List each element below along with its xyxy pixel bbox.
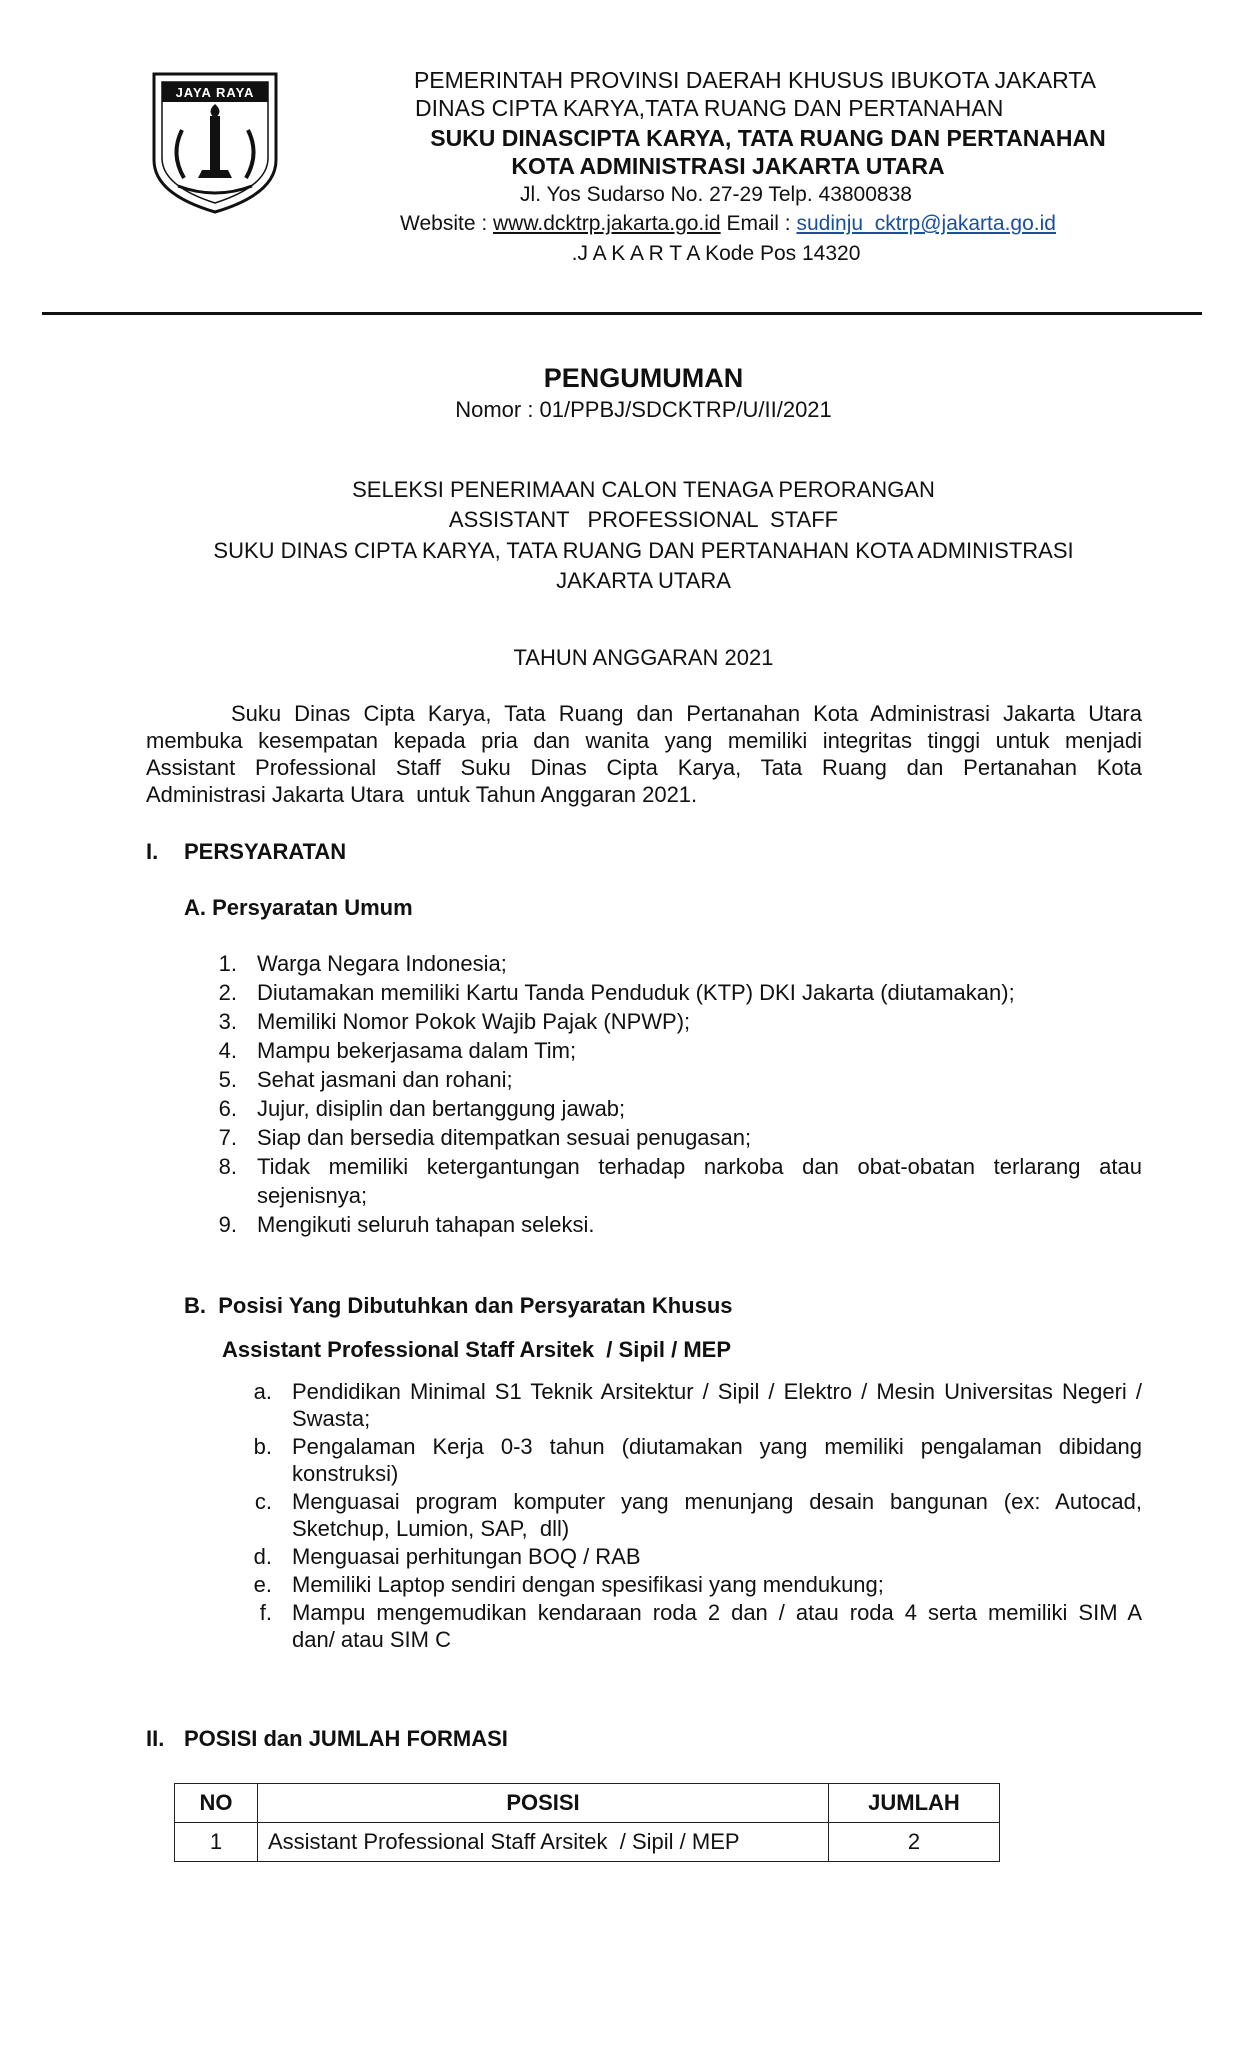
section-1-title: PERSYARATAN [184, 839, 347, 864]
position-title: Assistant Professional Staff Arsitek / Sipil / MEP [222, 1337, 731, 1362]
letterhead-line-2: DINAS CIPTA KARYA,TATA RUANG DAN PERTANAHAN [415, 95, 1004, 121]
general-requirement-text: Jujur, disiplin dan bertanggung jawab; [257, 1096, 626, 1121]
letterhead-line-3: SUKU DINASCIPTA KARYA, TATA RUANG DAN PERTANAHAN [430, 125, 1106, 151]
website-label: Website : [400, 212, 494, 235]
general-requirement-text: Mampu bekerjasama dalam Tim; [257, 1038, 577, 1063]
general-requirement-text: Warga Negara Indonesia; [257, 951, 507, 976]
intro-line: Suku Dinas Cipta Karya, Tata Ruang dan Pertanahan Kota Administrasi Jakarta Utara [231, 701, 1142, 726]
general-requirement-number: 1. [218, 951, 237, 976]
special-requirement-number: c. [254, 1489, 272, 1514]
cell-posisi: Assistant Professional Staff Arsitek / Sipil / MEP [258, 1823, 829, 1862]
intro-line: Assistant Professional Staff Suku Dinas Cipta Karya, Tata Ruang dan Pertanahan Kota [146, 755, 1142, 780]
letterhead-line-1: PEMERINTAH PROVINSI DAERAH KHUSUS IBUKOTA JAKARTA [413, 67, 1097, 93]
table-row [175, 1823, 1000, 1862]
general-requirement-number: 6. [218, 1096, 237, 1121]
intro-paragraph [146, 700, 1142, 808]
subject-line-3: SUKU DINAS CIPTA KARYA, TATA RUANG DAN PERTANAHAN KOTA ADMINISTRASI [213, 538, 1074, 563]
general-requirement-text: Memiliki Nomor Pokok Wajib Pajak (NPWP); [257, 1009, 691, 1034]
website-link[interactable]: www.dcktrp.jakarta.go.id [493, 212, 721, 235]
special-requirement-number: b. [253, 1434, 272, 1459]
special-requirement-number: a. [253, 1379, 272, 1404]
letterhead-line-4: KOTA ADMINISTRASI JAKARTA UTARA [511, 153, 945, 179]
letterhead-city: .J A K A R T A Kode Pos 14320 [571, 242, 861, 265]
general-requirement-text: Sehat jasmani dan rohani; [257, 1067, 513, 1092]
subject-line-2: ASSISTANT PROFESSIONAL STAFF [448, 507, 839, 532]
general-requirement-text: Mengikuti seluruh tahapan seleksi. [257, 1212, 595, 1237]
section-2-title: POSISI dan JUMLAH FORMASI [184, 1726, 508, 1751]
subject-line-1: SELEKSI PENERIMAAN CALON TENAGA PERORANGAN [352, 477, 935, 502]
special-requirement-number: d. [253, 1544, 272, 1569]
logo-motto: JAYA RAYA [175, 85, 255, 100]
email-link[interactable]: sudinju_cktrp@jakarta.go.id [796, 212, 1056, 235]
general-requirement-number: 8. [218, 1154, 237, 1179]
special-requirement-text: Memiliki Laptop sendiri dengan spesifikasi yang mendukung; [292, 1572, 884, 1597]
subject-line-4: JAKARTA UTARA [556, 568, 731, 593]
special-requirement-text: Pendidikan Minimal S1 Teknik Arsitektur / Sipil / Elektro / Mesin Universitas Negeri / [292, 1379, 1142, 1404]
intro-line: Administrasi Jakarta Utara untuk Tahun Anggaran 2021. [146, 782, 698, 807]
special-requirement-text: Menguasai program komputer yang menunjang desain bangunan (ex: Autocad, [292, 1489, 1142, 1514]
general-requirement-number: 3. [218, 1009, 237, 1034]
header-no: NO [175, 1784, 258, 1823]
subsection-a-title: A. Persyaratan Umum [184, 895, 413, 920]
general-requirement-number: 4. [218, 1038, 237, 1063]
special-requirement-number: f. [259, 1600, 272, 1625]
jakarta-coat-of-arms-logo [148, 68, 282, 216]
general-requirement-number: 9. [218, 1212, 237, 1237]
general-requirement-number: 7. [218, 1125, 237, 1150]
intro-line: membuka kesempatan kepada pria dan wanita yang memiliki integritas tinggi untuk menjadi [146, 728, 1142, 753]
section-1-numeral: I. [146, 839, 159, 864]
letterhead-contact [298, 210, 1158, 238]
special-requirement-text: Mampu mengemudikan kendaraan roda 2 dan / atau roda 4 serta memiliki SIM A [292, 1600, 1142, 1625]
general-requirement-text: Diutamakan memiliki Kartu Tanda Penduduk (KTP) DKI Jakarta (diutamakan); [257, 980, 1015, 1005]
special-requirement-text: dan/ atau SIM C [292, 1627, 451, 1652]
announcement-number: Nomor : 01/PPBJ/SDCKTRP/U/II/2021 [455, 397, 832, 422]
budget-year: TAHUN ANGGARAN 2021 [513, 645, 774, 670]
section-2-numeral: II. [146, 1726, 165, 1751]
special-requirement-text: konstruksi) [292, 1461, 399, 1486]
email-label: Email : [720, 212, 797, 235]
letterhead-address: Jl. Yos Sudarso No. 27-29 Telp. 43800838 [520, 183, 912, 206]
general-requirement-text: Tidak memiliki ketergantungan terhadap narkoba dan obat-obatan terlarang atau [257, 1154, 1142, 1179]
special-requirement-text: Sketchup, Lumion, SAP, dll) [292, 1516, 570, 1541]
cell-jumlah: 2 [829, 1823, 1000, 1862]
special-requirement-text: Menguasai perhitungan BOQ / RAB [292, 1544, 641, 1569]
header-posisi: POSISI [258, 1784, 829, 1823]
general-requirement-text: sejenisnya; [257, 1183, 368, 1208]
subsection-b-title: B. Posisi Yang Dibutuhkan dan Persyaratan Khusus [184, 1293, 733, 1318]
special-requirement-text: Swasta; [292, 1406, 371, 1431]
general-requirement-number: 5. [218, 1067, 237, 1092]
special-requirement-text: Pengalaman Kerja 0-3 tahun (diutamakan yang memiliki pengalaman dibidang [292, 1434, 1142, 1459]
formation-table [174, 1783, 1000, 1862]
general-requirement-number: 2. [218, 980, 237, 1005]
letterhead-divider [42, 312, 1202, 315]
table-header-row [175, 1784, 1000, 1823]
general-requirement-text: Siap dan bersedia ditempatkan sesuai penugasan; [257, 1125, 752, 1150]
announcement-heading: PENGUMUMAN [543, 363, 744, 393]
cell-no: 1 [175, 1823, 258, 1862]
special-requirement-number: e. [253, 1572, 272, 1597]
header-jumlah: JUMLAH [829, 1784, 1000, 1823]
